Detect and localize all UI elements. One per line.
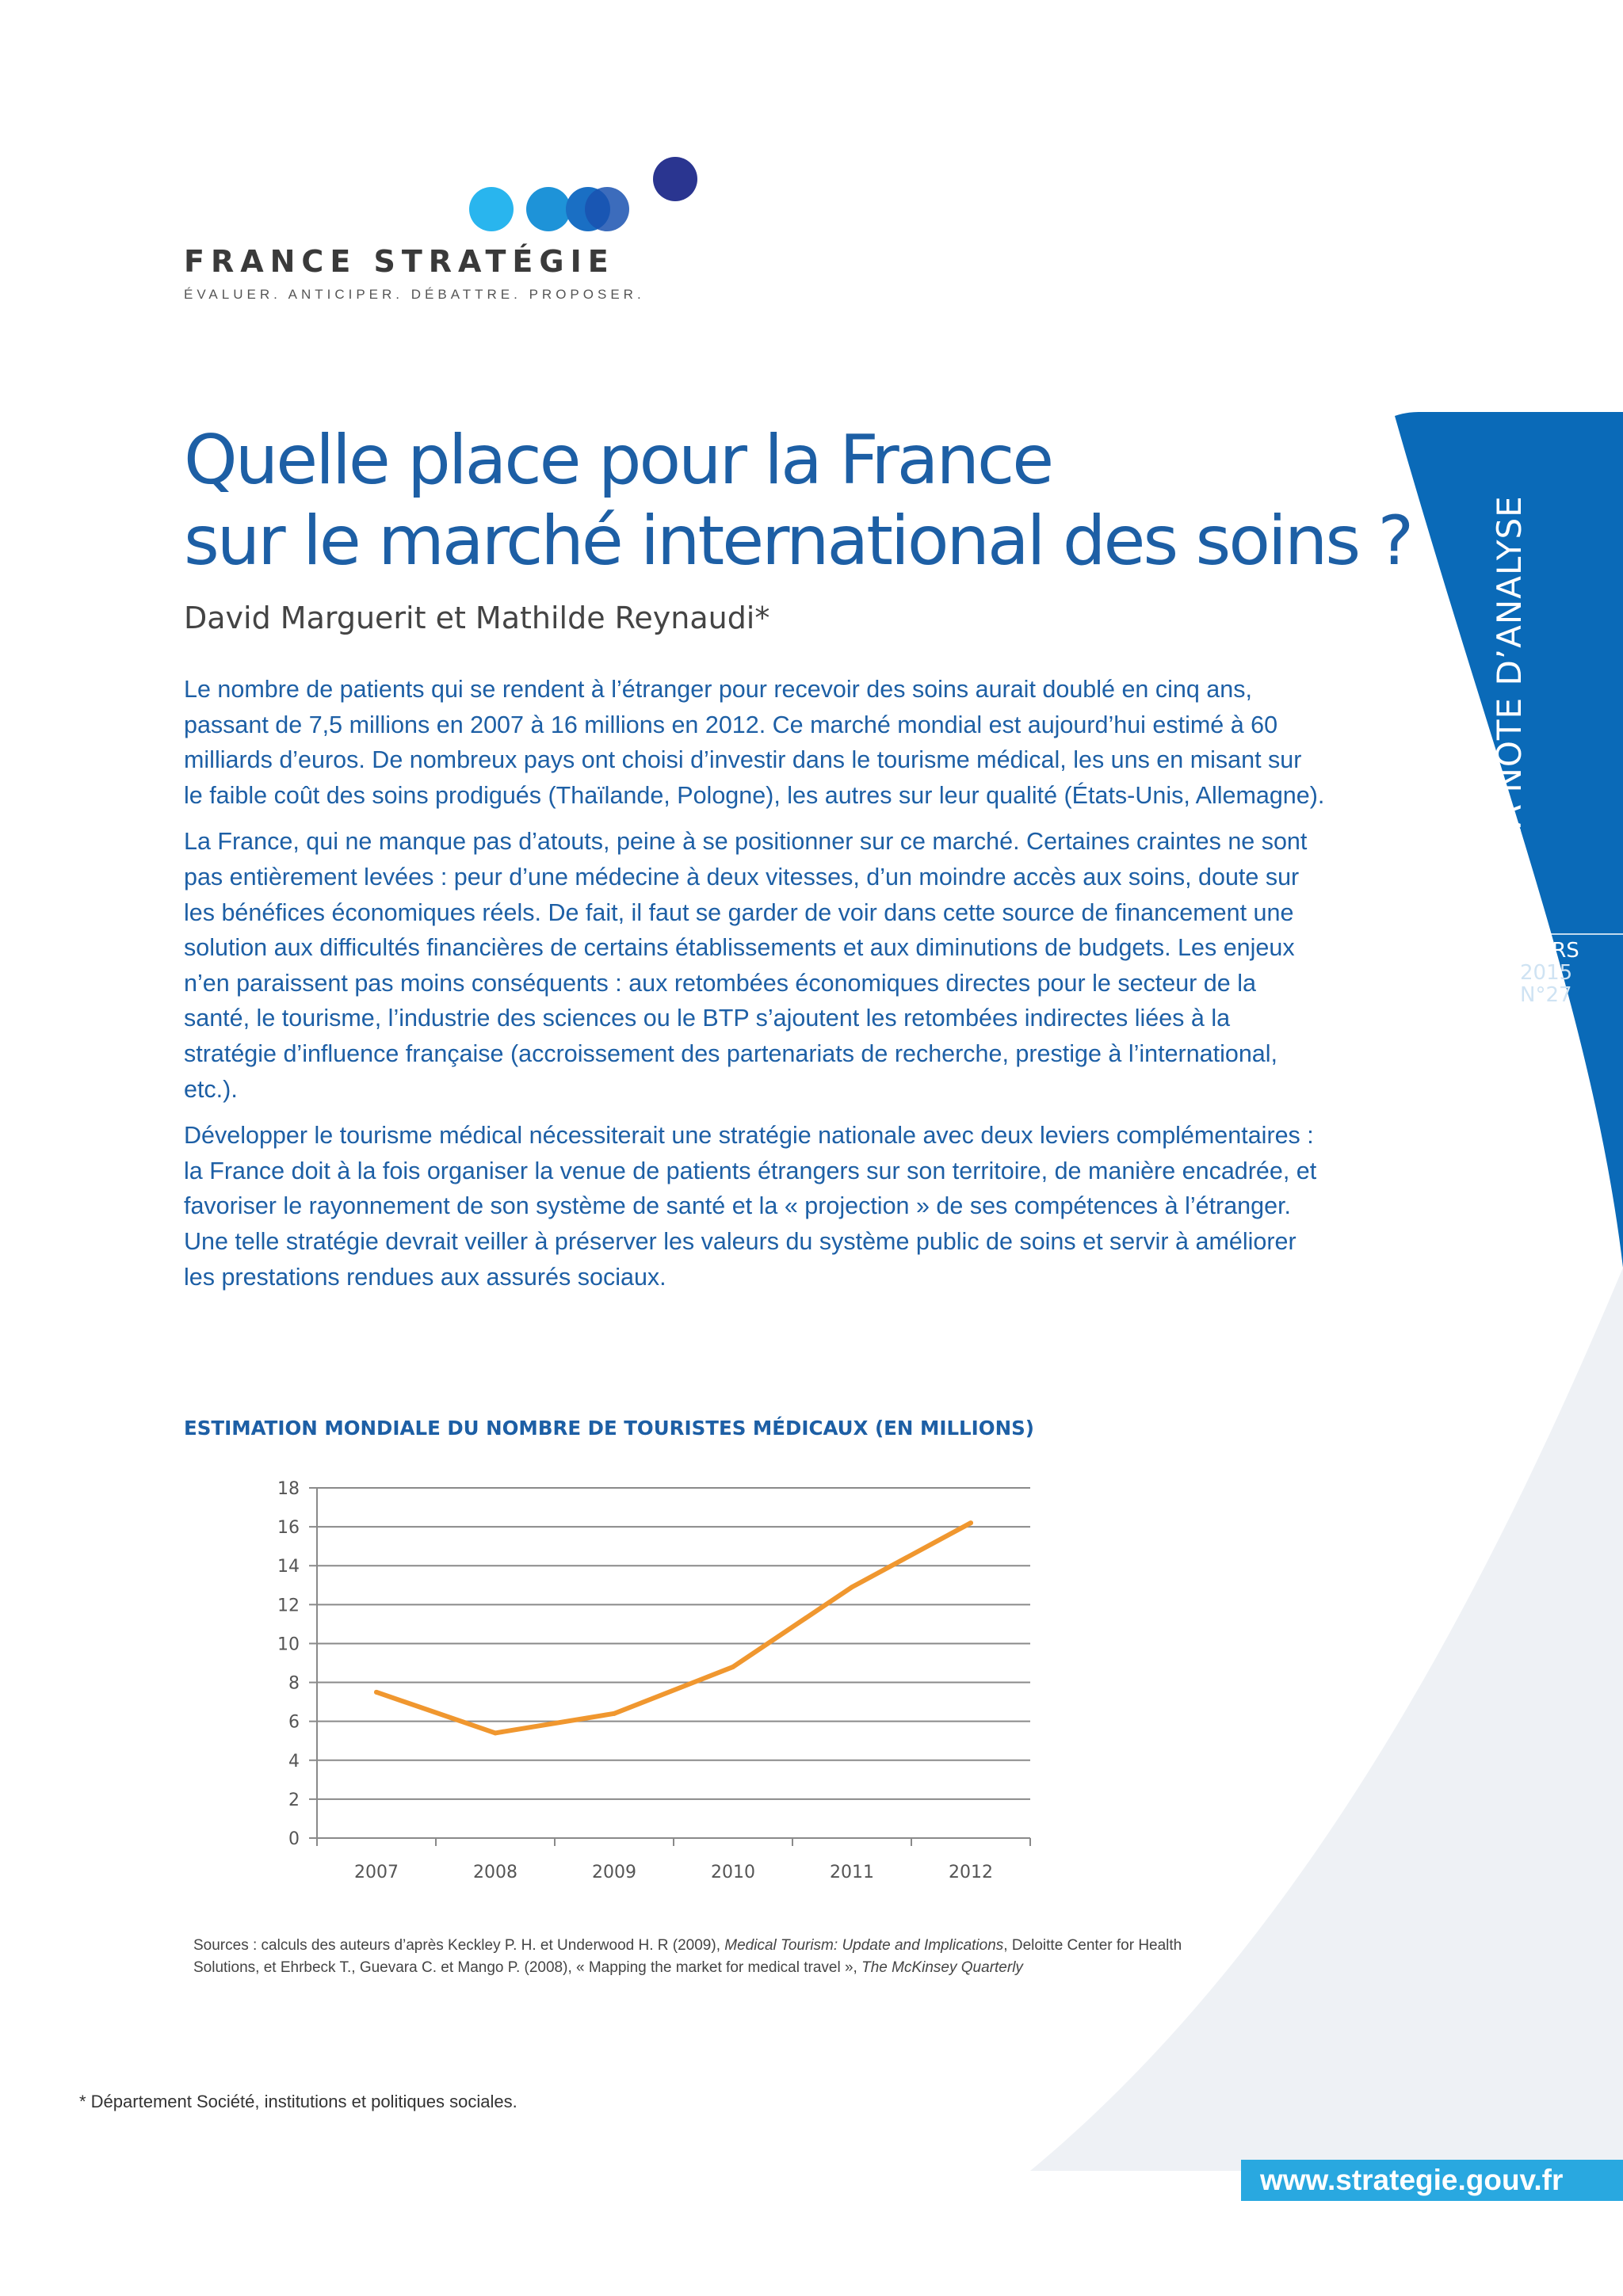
- issue-year: 2015: [1520, 961, 1573, 985]
- series-line: [376, 1523, 971, 1733]
- abstract-paragraph: Développer le tourisme médical nécessiterait une stratégie nationale avec deux leviers complémentaires : la France doit à la fois organiser la venue de patients étrangers sur son territoire, de manière encadrée, et favoriser le rayonnement de son système de santé et la « projection » de ses compétences à l’étranger. Une telle stratégie devrait veiller à préserver les valeurs du système public de soins et servir à améliorer les prestations rendues aux assurés sociaux.: [184, 1122, 1317, 1291]
- sources-middle: , Deloitte Center for Health Solutions, et Ehrbeck T., Guevara C. et Mango P. (2008), « Mapping the market for medical travel »,: [193, 1937, 1182, 1976]
- footnote: * Département Société, institutions et politiques sociales.: [79, 2092, 517, 2111]
- x-tick-label: 2011: [830, 1863, 874, 1882]
- x-tick-label: 2012: [949, 1863, 993, 1882]
- data-point: [612, 1711, 617, 1716]
- y-tick-label: 8: [288, 1673, 300, 1694]
- issue-month: MARS: [1520, 939, 1579, 963]
- data-point: [850, 1585, 854, 1589]
- website-link[interactable]: www.strategie.gouv.fr: [1260, 2164, 1564, 2196]
- y-tick-label: 0: [288, 1829, 300, 1849]
- sources-work-2: The McKinsey Quarterly: [861, 1959, 1023, 1976]
- sources-work-1: Medical Tourism: Update and Implications: [724, 1937, 1004, 1954]
- x-tick-label: 2007: [354, 1863, 399, 1882]
- chart-sources: [193, 1935, 1224, 1979]
- document-title: [184, 420, 1412, 582]
- logo-circles: [468, 152, 705, 239]
- data-point: [731, 1665, 735, 1669]
- abstract: [184, 672, 1325, 1306]
- y-tick-label: 4: [288, 1751, 300, 1772]
- x-tick-label: 2010: [711, 1863, 755, 1882]
- y-tick-label: 18: [277, 1479, 300, 1499]
- y-tick-label: 14: [277, 1557, 300, 1577]
- x-tick-label: 2009: [592, 1863, 636, 1882]
- abstract-paragraph: Le nombre de patients qui se rendent à l’étranger pour recevoir des soins aurait doublé en cinq ans, passant de 7,5 millions en 2007 à 16 millions en 2012. Ce marché mondial est aujourd’hui estimé à 60 milliards d’euros. De nombreux pays ont choisi d’investir dans le tourisme médical, les uns en misant sur le faible coût des soins prodigués (Thaïlande, Pologne), les autres sur leur qualité (États-Unis, Allemagne).: [184, 676, 1325, 809]
- y-tick-label: 16: [277, 1518, 300, 1539]
- title-line-2: sur le marché international des soins ?: [184, 502, 1412, 581]
- line-chart: [238, 1464, 1046, 1892]
- y-tick-label: 2: [288, 1790, 300, 1810]
- chart-title: ESTIMATION MONDIALE DU NOMBRE DE TOURISTES MÉDICAUX (EN MILLIONS): [184, 1417, 1034, 1440]
- data-point: [968, 1520, 973, 1525]
- series-label: LA NOTE D’ANALYSE: [1490, 495, 1529, 848]
- logo-tagline: ÉVALUER. ANTICIPER. DÉBATTRE. PROPOSER.: [184, 287, 645, 302]
- y-tick-label: 12: [277, 1596, 300, 1616]
- sources-prefix: Sources : calculs des auteurs d’après Keckley P. H. et Underwood H. R (2009),: [193, 1937, 725, 1954]
- x-tick-label: 2008: [473, 1863, 517, 1882]
- authors: David Marguerit et Mathilde Reynaudi*: [184, 601, 770, 635]
- y-tick-label: 10: [277, 1634, 300, 1655]
- data-point: [374, 1690, 379, 1695]
- y-tick-label: 6: [288, 1712, 300, 1733]
- logo-wordmark: FRANCE STRATÉGIE: [184, 244, 615, 279]
- abstract-paragraph: La France, qui ne manque pas d’atouts, peine à se positionner sur ce marché. Certaines craintes ne sont pas entièrement levées : peur d’une médecine à deux vitesses, d’un moindre accès aux soins, doute sur les bénéfices économiques réels. De fait, il faut se garder de voir dans cette source de financement une solution aux difficultés financières de certains établissements et aux diminutions de budgets. Les enjeux n’en paraissent pas moins conséquents : aux retombées économiques directes pour le secteur de la santé, le tourisme, l’industrie des sciences ou le BTP s’ajoutent les retombées indirectes liées à la stratégie d’influence française (accroissement des partenariats de recherche, prestige à l’international, etc.).: [184, 828, 1308, 1103]
- issue-number: N°27: [1520, 983, 1572, 1007]
- data-point: [493, 1730, 498, 1735]
- title-line-1: Quelle place pour la France: [184, 421, 1052, 500]
- sidebar-divider: [1518, 933, 1623, 935]
